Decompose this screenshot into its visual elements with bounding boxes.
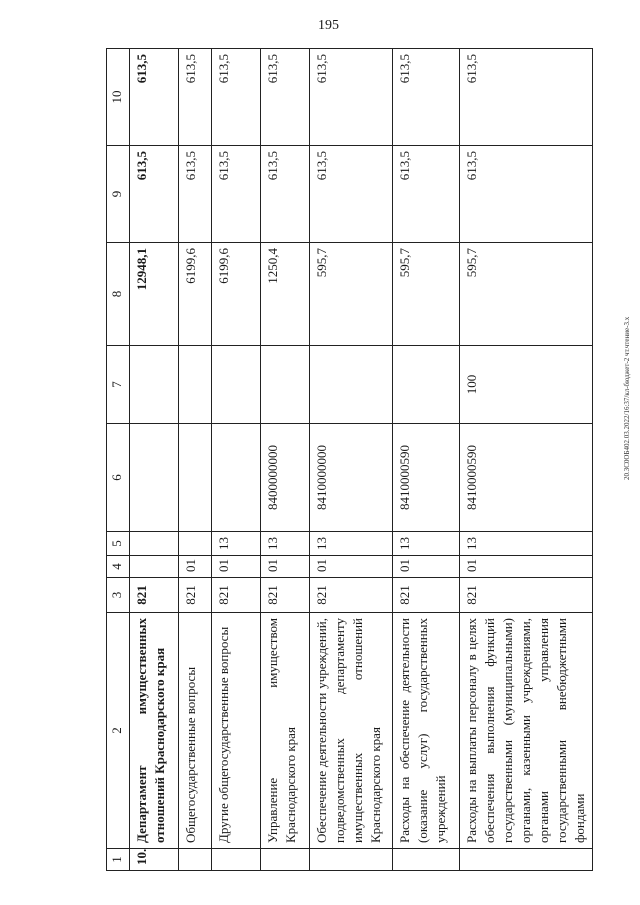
column-number-row [107,49,130,871]
column-number: 8 [107,243,130,346]
budget-table [106,48,593,871]
section-code: 01 [460,556,593,578]
amount-year-2: 613,5 [261,146,310,243]
table-row [179,49,212,871]
ministry-code: 821 [310,578,393,613]
table-row [130,49,179,871]
column-number: 9 [107,146,130,243]
row-index [261,849,310,871]
subsection-code: 13 [460,532,593,556]
target-article-code: 8400000000 [261,424,310,532]
subsection-code [179,532,212,556]
row-name: Общегосударственные вопросы [179,613,212,849]
amount-year-3: 613,5 [261,49,310,146]
target-article-code: 8410000590 [460,424,593,532]
section-code: 01 [179,556,212,578]
amount-year-2: 613,5 [130,146,179,243]
section-code [130,556,179,578]
expense-type-code [179,346,212,424]
column-number: 5 [107,532,130,556]
table-row [212,49,261,871]
subsection-code: 13 [261,532,310,556]
section-code: 01 [261,556,310,578]
row-name: Другие общегосударственные вопросы [212,613,261,849]
amount-year-2: 613,5 [310,146,393,243]
expense-type-code [310,346,393,424]
table-row [393,49,460,871]
table-row [261,49,310,871]
column-number: 1 [107,849,130,871]
ministry-code: 821 [212,578,261,613]
amount-year-3: 613,5 [212,49,261,146]
amount-year-2: 613,5 [460,146,593,243]
section-code: 01 [393,556,460,578]
amount-year-3: 613,5 [310,49,393,146]
expense-type-code [130,346,179,424]
row-index [393,849,460,871]
amount-year-3: 613,5 [393,49,460,146]
column-number: 7 [107,346,130,424]
table-row [460,49,593,871]
row-name: Расходы на обеспечение деятельности (оказание услуг) государственных учреждений [393,613,460,849]
ministry-code: 821 [460,578,593,613]
amount-year-1: 1250,4 [261,243,310,346]
column-number: 6 [107,424,130,532]
expense-type-code [393,346,460,424]
amount-year-1: 595,7 [393,243,460,346]
column-number: 4 [107,556,130,578]
row-name: Управление имуществом Краснодарского края [261,613,310,849]
amount-year-2: 613,5 [212,146,261,243]
target-article-code: 8410000590 [393,424,460,532]
expense-type-code [261,346,310,424]
row-index [460,849,593,871]
subsection-code: 13 [212,532,261,556]
amount-year-1: 595,7 [310,243,393,346]
target-article-code [212,424,261,532]
ministry-code: 821 [179,578,212,613]
section-code: 01 [310,556,393,578]
target-article-code [179,424,212,532]
amount-year-2: 613,5 [393,146,460,243]
subsection-code: 13 [393,532,460,556]
amount-year-3: 613,5 [179,49,212,146]
subsection-code: 13 [310,532,393,556]
row-name: Обеспечение деятельности учреждений, подведомственных департаменту имущественных отношений Краснодарского края [310,613,393,849]
target-article-code [130,424,179,532]
amount-year-2: 613,5 [179,146,212,243]
subsection-code [130,532,179,556]
column-number: 2 [107,613,130,849]
amount-year-3: 613,5 [130,49,179,146]
row-index [212,849,261,871]
expense-type-code [212,346,261,424]
row-name: Расходы на выплаты персоналу в целях обеспечения выполнения функций государственными (муниципальными) органами, казенными учреждениями, органами управления государственными внебюджетными фондами [460,613,593,849]
column-number: 3 [107,578,130,613]
table-row [310,49,393,871]
row-name: Департамент имущественных отношений Краснодарского края [130,613,179,849]
section-code: 01 [212,556,261,578]
ministry-code: 821 [393,578,460,613]
amount-year-1: 595,7 [460,243,593,346]
amount-year-3: 613,5 [460,49,593,146]
expense-type-code: 100 [460,346,593,424]
amount-year-1: 6199,6 [179,243,212,346]
page-number: 195 [318,18,339,33]
row-index [310,849,393,871]
amount-year-1: 6199,6 [212,243,261,346]
row-index [179,849,212,871]
amount-year-1: 12948,1 [130,243,179,346]
column-number: 10 [107,49,130,146]
side-note: 20.ЗС0ОБ402.03.2022/16:37/кл-бюджет-2 чт.чтение-3.х [623,316,631,480]
ministry-code: 821 [261,578,310,613]
rotated-table-container [106,49,606,871]
ministry-code: 821 [130,578,179,613]
row-index: 10. [130,849,179,871]
target-article-code: 8410000000 [310,424,393,532]
